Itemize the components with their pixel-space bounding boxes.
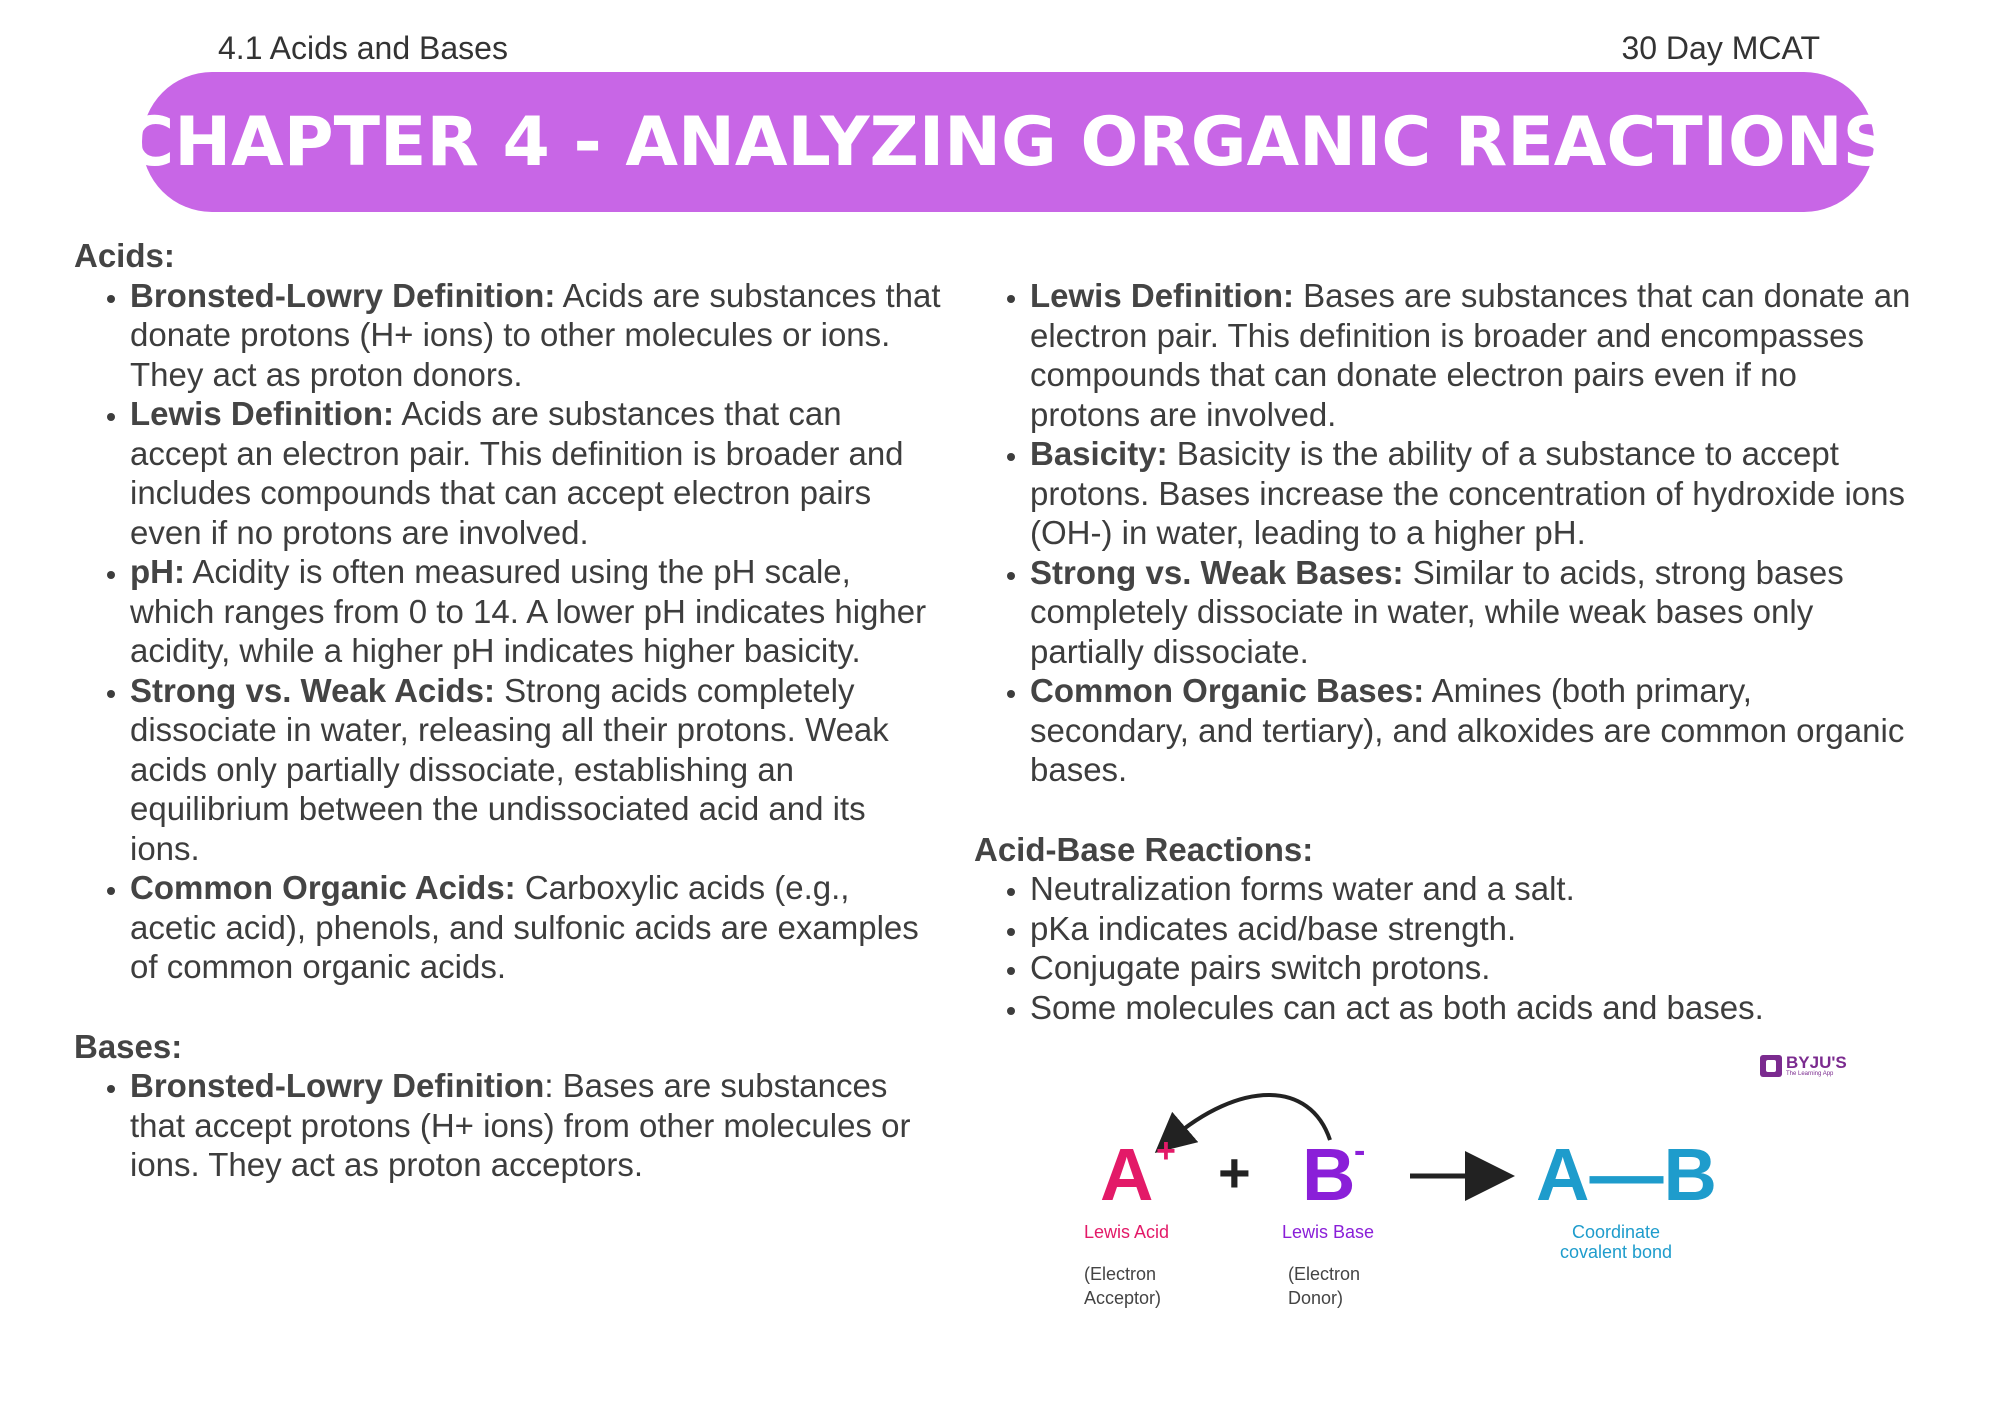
base-charge: -: [1354, 1132, 1366, 1170]
electron-acceptor-label: (Electron Acceptor): [1084, 1264, 1162, 1308]
list-item: • pKa indicates acid/base strength.: [1030, 909, 1914, 949]
product-symbol: A—B: [1536, 1133, 1717, 1216]
acids-heading: Acids:: [74, 237, 175, 274]
list-item: [130, 671, 944, 869]
list-item-text: : Bases are substances that accept protons (H+ ions) from other molecules or ions. They act as proton acceptors.: [130, 1067, 911, 1183]
list-item-term: Common Organic Bases:: [1030, 672, 1425, 709]
list-item-text: Bases are substances that can donate an electron pair. This definition is broader and encompasses compounds that can donate electron pairs even if no protons are involved.: [1030, 277, 1911, 433]
list-item-term: Lewis Definition:: [130, 395, 394, 432]
list-item: • Some molecules can act as both acids and bases.: [1030, 988, 1914, 1028]
left-column: [74, 236, 944, 1185]
list-item-term: pH:: [130, 553, 185, 590]
lewis-base-label: Lewis Base: [1282, 1222, 1375, 1242]
list-item-term: Bronsted-Lowry Definition: [130, 1067, 545, 1104]
brand-label: 30 Day MCAT: [1621, 30, 1820, 66]
coordinate-bond-label: Coordinate covalent bond: [1559, 1222, 1673, 1262]
list-item-text: Acidity is often measured using the pH scale, which ranges from 0 to 14. A lower pH indicates higher acidity, while a higher pH indicates higher basicity.: [130, 553, 927, 669]
plus-sign: +: [1218, 1141, 1251, 1204]
list-item-term: Common Organic Acids:: [130, 869, 516, 906]
list-item: • Conjugate pairs switch protons.: [1030, 948, 1914, 988]
list-item-text: Carboxylic acids (e.g., acetic acid), phenols, and sulfonic acids are examples of common organic acids.: [130, 869, 919, 985]
list-item: [130, 394, 944, 552]
chapter-title-banner: [124, 72, 1892, 212]
section-label: 4.1 Acids and Bases: [218, 30, 508, 66]
list-item: [1030, 671, 1914, 790]
reactions-list: [974, 869, 1914, 1027]
bases-list-left: [74, 1066, 944, 1185]
list-item-term: Lewis Definition:: [1030, 277, 1294, 314]
bases-heading: Bases:: [74, 1027, 183, 1065]
list-item: [130, 276, 944, 395]
bases-list-right: [974, 276, 1914, 790]
list-item: [1030, 553, 1914, 672]
acid-charge: +: [1156, 1132, 1176, 1170]
list-item-text: Similar to acids, strong bases completely dissociate in water, while weak bases only partially dissociate.: [1030, 553, 1844, 670]
list-item-text: Acids are substances that donate protons (H+ ions) to other molecules or ions. They act as proton donors.: [130, 276, 941, 393]
acids-list: [74, 276, 944, 987]
list-item-text: Basicity is the ability of a substance to accept protons. Bases increase the concentration of hydroxide ions (OH-) in water, leading to a higher pH.: [1030, 435, 1906, 551]
list-item-text: Strong acids completely dissociate in water, releasing all their protons. Weak acids only partially dissociate, establishing an equilibrium between the undissociated acid and its ions.: [130, 671, 889, 867]
logo-tagline: The Learning App: [1786, 1071, 1834, 1077]
logo-name: BYJU'S: [1786, 1053, 1847, 1072]
electron-donor-label: (Electron Donor): [1288, 1264, 1361, 1308]
reactions-heading: Acid-Base Reactions:: [974, 830, 1314, 868]
list-item: [1030, 434, 1914, 553]
list-item-text: Acids are substances that can accept an electron pair. This definition is broader and includes compounds that can accept electron pairs even if no protons are involved.: [130, 395, 904, 551]
lewis-diagram: [1060, 1040, 1880, 1330]
right-column: [974, 276, 1914, 1027]
acid-symbol: A: [1100, 1133, 1154, 1216]
list-item: [1030, 276, 1914, 434]
list-item: • Neutralization forms water and a salt.: [1030, 869, 1914, 909]
lewis-acid-label: Lewis Acid: [1084, 1222, 1170, 1242]
list-item-term: Bronsted-Lowry Definition:: [130, 276, 556, 314]
base-symbol: B: [1302, 1133, 1356, 1216]
list-item: [130, 552, 944, 671]
list-item: [130, 868, 944, 987]
chapter-title: CHAPTER 4 - ANALYZING ORGANIC REACTIONS: [124, 102, 1892, 182]
list-item-term: Strong vs. Weak Acids:: [130, 671, 495, 709]
list-item-term: Strong vs. Weak Bases:: [1030, 553, 1404, 591]
list-item-term: Basicity:: [1030, 435, 1168, 472]
list-item-text: Amines (both primary, secondary, and tertiary), and alkoxides are common organic bases.: [1030, 672, 1905, 788]
list-item: [130, 1066, 944, 1185]
